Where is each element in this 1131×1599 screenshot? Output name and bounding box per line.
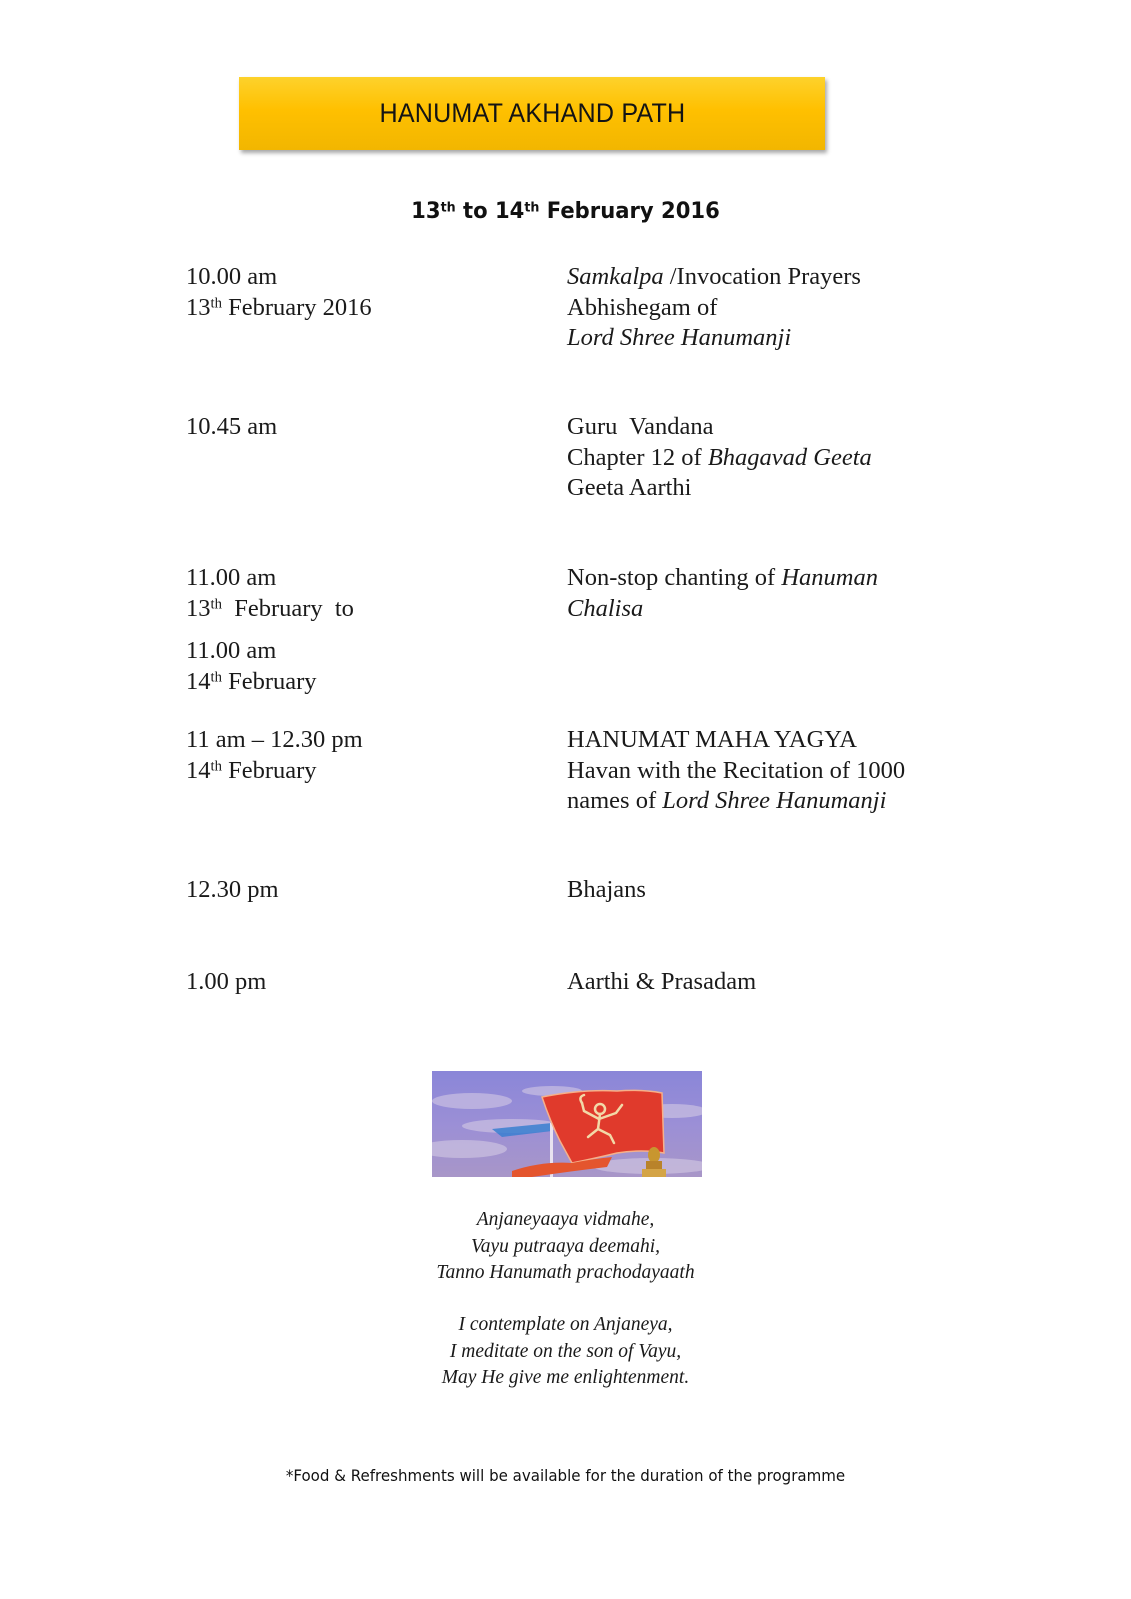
schedule-activity bbox=[567, 875, 646, 906]
mantra-sanskrit bbox=[0, 1207, 1131, 1287]
time-line: 10.00 am bbox=[186, 263, 278, 290]
time-line: 11 am – 12.30 pm bbox=[186, 726, 363, 753]
activity-line bbox=[567, 473, 872, 504]
date-month-year: February 2016 bbox=[539, 199, 720, 224]
activity-line bbox=[567, 323, 861, 354]
date-text: February to bbox=[221, 594, 354, 622]
mantra-line: Tanno Hanumath prachodayaath bbox=[436, 1262, 695, 1283]
activity-line bbox=[567, 262, 861, 293]
schedule-time bbox=[186, 875, 279, 906]
mantra-translation bbox=[0, 1312, 1131, 1392]
mantra-line: Vayu putraaya deemahi, bbox=[470, 1235, 660, 1257]
activity-line bbox=[567, 293, 861, 324]
day-suffix: th bbox=[210, 295, 222, 312]
day-suffix: th bbox=[210, 596, 222, 613]
activity-text: Geeta Aarthi bbox=[567, 474, 692, 501]
hanuman-flag-image bbox=[432, 1071, 702, 1177]
translation-line: I contemplate on Anjaneya, bbox=[458, 1314, 673, 1335]
schedule-activity bbox=[567, 262, 861, 354]
activity-text: Chapter 12 of bbox=[567, 443, 708, 471]
time-line: 12.30 pm bbox=[186, 876, 279, 903]
day-number: 13 bbox=[186, 293, 211, 321]
activity-text: HANUMAT MAHA YAGYA bbox=[567, 726, 857, 753]
time-line bbox=[186, 667, 354, 698]
activity-line bbox=[567, 594, 878, 625]
day-number: 14 bbox=[186, 756, 211, 784]
title-banner bbox=[239, 77, 825, 150]
activity-line bbox=[567, 412, 872, 443]
activity-text: Aarthi & Prasadam bbox=[567, 968, 757, 995]
date-heading bbox=[23, 199, 1109, 224]
activity-line bbox=[567, 725, 905, 756]
start-day-suffix: th bbox=[440, 200, 456, 216]
time-line bbox=[186, 756, 363, 787]
time-line bbox=[186, 293, 372, 324]
schedule-activity bbox=[567, 563, 878, 624]
translation-line: May He give me enlightenment. bbox=[441, 1367, 690, 1388]
time-line: 11.00 am bbox=[186, 564, 277, 591]
day-suffix: th bbox=[210, 758, 222, 775]
time-line: 10.45 am bbox=[186, 413, 278, 440]
activity-line bbox=[567, 967, 756, 998]
schedule-time bbox=[186, 563, 354, 697]
end-day-suffix: th bbox=[524, 200, 540, 216]
mantra-line: Anjaneyaaya vidmahe, bbox=[476, 1209, 655, 1230]
date-connector: to bbox=[455, 199, 495, 224]
time-line: 11.00 am bbox=[186, 637, 277, 664]
schedule-time bbox=[186, 967, 266, 998]
activity-line bbox=[567, 443, 872, 474]
flag-illustration bbox=[432, 1071, 702, 1177]
time-line: 1.00 pm bbox=[186, 968, 267, 995]
activity-text-italic: Lord Shree Hanumanji bbox=[662, 787, 887, 814]
activity-text: Non-stop chanting of bbox=[567, 564, 782, 591]
translation-line: I meditate on the son of Vayu, bbox=[449, 1340, 682, 1362]
schedule-time bbox=[186, 412, 277, 443]
activity-line bbox=[567, 563, 878, 594]
activity-line bbox=[567, 875, 646, 906]
date-text: February bbox=[221, 756, 317, 784]
schedule-activity bbox=[567, 725, 905, 817]
schedule-time bbox=[186, 725, 363, 786]
activity-text: Guru Vandana bbox=[567, 413, 714, 440]
activity-line bbox=[567, 786, 905, 817]
start-day: 13 bbox=[411, 199, 441, 224]
day-number: 13 bbox=[186, 594, 211, 622]
activity-text-italic: Samkalpa bbox=[567, 263, 664, 290]
activity-text-italic: Chalisa bbox=[567, 594, 644, 622]
end-day: 14 bbox=[494, 199, 525, 224]
footer-note: *Food & Refreshments will be available for the duration of the programme bbox=[285, 1466, 846, 1485]
activity-text: names of bbox=[567, 787, 663, 814]
time-line bbox=[186, 594, 354, 625]
page-title: HANUMAT AKHAND PATH bbox=[379, 98, 685, 128]
schedule-time bbox=[186, 262, 372, 323]
activity-text: Abhishegam of bbox=[567, 293, 718, 321]
activity-text: Bhajans bbox=[567, 876, 646, 903]
activity-text-italic: Bhagavad Geeta bbox=[707, 443, 872, 471]
activity-text-italic: Lord Shree Hanumanji bbox=[567, 324, 792, 351]
schedule-activity bbox=[567, 412, 872, 504]
activity-text: Havan with the Recitation of 1000 bbox=[567, 756, 906, 784]
day-suffix: th bbox=[210, 669, 222, 686]
day-number: 14 bbox=[186, 667, 211, 695]
date-text: February 2016 bbox=[221, 293, 372, 321]
activity-line bbox=[567, 756, 905, 787]
schedule-activity bbox=[567, 967, 756, 998]
activity-text-italic: Hanuman bbox=[781, 564, 878, 591]
date-text: February bbox=[221, 667, 317, 695]
activity-text: /Invocation Prayers bbox=[663, 263, 861, 290]
